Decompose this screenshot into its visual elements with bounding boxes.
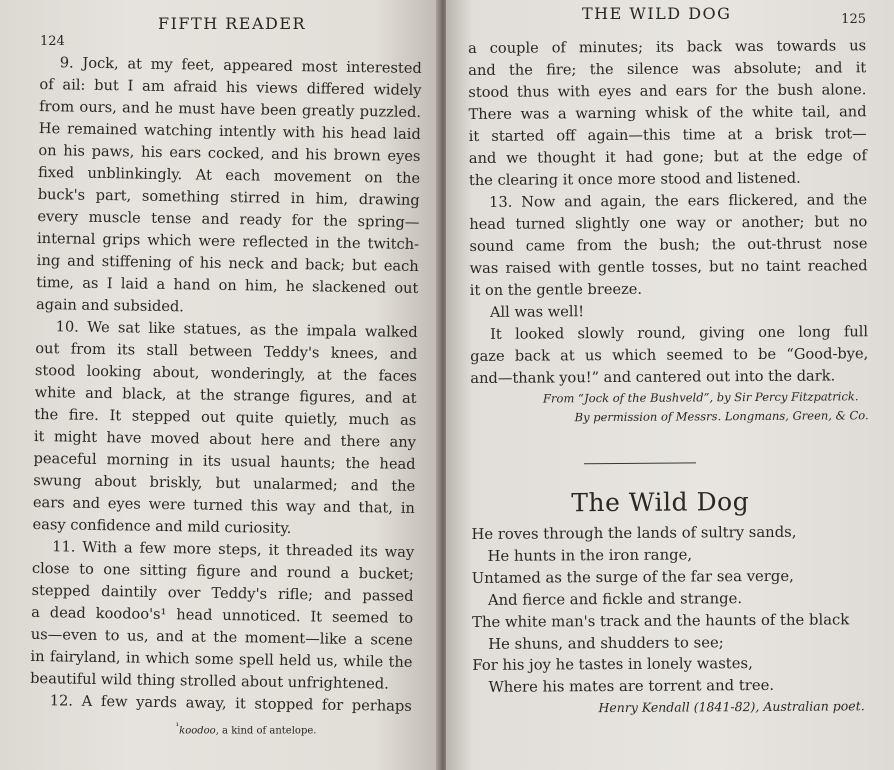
text-line: 9. Jock, at my feet, appeared most interested bbox=[59, 54, 422, 77]
text-line: the clearing it once more stood and listened. bbox=[468, 169, 801, 189]
left-page-body bbox=[30, 52, 422, 718]
text-line: 11. With a few more steps, it threaded its way bbox=[52, 538, 415, 561]
text-line: All was well! bbox=[489, 303, 585, 321]
source-credit: From “Jock of the Bushveld”, by Sir Percy Fitzpatrick. bbox=[542, 389, 859, 406]
text-line: and we thought it had gone; but at the edge of bbox=[468, 147, 867, 167]
text-line: of ail: but I am afraid his views differed widely bbox=[39, 75, 422, 99]
text-line: head turned slightly one way or another; but no bbox=[469, 213, 868, 233]
poem-line: He shuns, and shudders to see; bbox=[488, 633, 724, 653]
text-line: from ours, and he must have been greatly puzzled. bbox=[39, 97, 422, 121]
text-line: was raised with gentle tosses, but no taint reached bbox=[469, 257, 868, 277]
text-line: it started off again—this time at a brisk trot— bbox=[468, 125, 867, 145]
right-running-head bbox=[468, 4, 866, 38]
text-line: fixed unblinkingly. At each movement on the bbox=[37, 163, 421, 187]
text-line: ing and stiffening of his neck and back; but each bbox=[36, 251, 419, 275]
right-running-title: THE WILD DOG bbox=[582, 4, 732, 23]
text-line: a couple of minutes; its back was towards us bbox=[468, 37, 867, 57]
text-line: beautiful wild thing strolled about unfrightened. bbox=[30, 669, 389, 693]
poem-line: He roves through the lands of sultry sands, bbox=[471, 523, 797, 543]
text-line: 13. Now and again, the ears flickered, and the bbox=[489, 191, 868, 211]
text-line: white and black, at the strange figures, and at bbox=[34, 383, 417, 407]
text-line: in fairyland, in which some spell held us, while the bbox=[30, 647, 413, 671]
text-line: stood looking about, wonderingly, at the faces bbox=[34, 361, 418, 385]
text-line: us—even to us, and at the moment—like a scene bbox=[30, 625, 413, 649]
text-line: on his paws, his ears cocked, and his brown eyes bbox=[38, 141, 421, 165]
permission-credit: By permission of Messrs. Longmans, Green, & Co. bbox=[574, 408, 869, 425]
text-line: There was a warning whisk of the white tail, and bbox=[468, 103, 867, 123]
text-line: stepped daintily over Teddy's rifle; and passed bbox=[31, 581, 414, 605]
text-line: stood thus with eyes and ears for the bush alone. bbox=[468, 81, 867, 101]
footnote bbox=[40, 722, 422, 736]
text-line: ears and eyes were turned this way and that, in bbox=[32, 493, 416, 517]
left-running-title: FIFTH READER bbox=[158, 14, 307, 33]
text-line: easy confidence and mild curiosity. bbox=[32, 515, 292, 538]
poem-line: Where his mates are torrent and tree. bbox=[488, 677, 775, 697]
left-page-number: 124 bbox=[40, 34, 65, 49]
poem-title: The Wild Dog bbox=[571, 487, 750, 518]
right-page-number: 125 bbox=[841, 12, 866, 27]
text-line: close to one sitting figure and round a bucket; bbox=[31, 559, 414, 583]
footnote-definition: , a kind of antelope. bbox=[215, 725, 317, 737]
footnote-mark: ¹ bbox=[175, 722, 180, 732]
poem-line: He hunts in the iron range, bbox=[487, 546, 693, 565]
text-line: it on the gentle breeze. bbox=[469, 280, 643, 299]
text-line: buck's part, something stirred in him, drawing bbox=[37, 185, 420, 209]
text-line: again and subsided. bbox=[35, 295, 185, 316]
text-line: 12. A few yards away, it stopped for perhaps bbox=[49, 692, 412, 715]
right-page-body bbox=[468, 35, 868, 390]
text-line: 10. We sat like statues, as the impala walked bbox=[55, 318, 418, 341]
poem-line: For his joy he tastes in lonely wastes, bbox=[472, 655, 753, 675]
text-line: every muscle tense and ready for the spring— bbox=[37, 207, 420, 231]
text-line: internal grips which were reflected in the twitch- bbox=[36, 229, 420, 253]
text-line: the fire. It stepped out quite quietly, much as bbox=[34, 405, 417, 429]
text-line: It looked slowly round, giving one long full bbox=[490, 323, 869, 343]
text-line: gaze back at us which seemed to be “Good-bye, bbox=[470, 345, 869, 365]
poem-line: The white man's track and the haunts of the black bbox=[472, 610, 850, 631]
text-line: and—thank you!” and cantered out into the dark. bbox=[470, 367, 836, 387]
text-line: time, as I laid a hand on him, he slackened out bbox=[36, 273, 419, 297]
footnote-term: koodoo bbox=[179, 725, 216, 737]
right-page bbox=[446, 0, 894, 770]
text-line: sound came from the bush; the out-thrust nose bbox=[469, 235, 868, 255]
poem-body bbox=[471, 521, 870, 699]
section-divider bbox=[584, 462, 696, 464]
left-page bbox=[0, 0, 440, 770]
right-page-content bbox=[468, 35, 871, 716]
text-line: peaceful morning in its usual haunts; the head bbox=[33, 449, 416, 473]
poem-line: Untamed as the surge of the far sea verge, bbox=[471, 567, 794, 587]
text-line: a dead koodoo's¹ head unnoticed. It seemed to bbox=[31, 603, 414, 627]
text-line: and the fire; the silence was absolute; and it bbox=[468, 59, 867, 79]
poem-author: Henry Kendall (1841-82), Australian poet. bbox=[598, 698, 865, 716]
left-running-head bbox=[40, 14, 422, 48]
text-line: out from its stall between Teddy's knees, and bbox=[35, 339, 418, 363]
text-line: swung about briskly, but unalarmed; and the bbox=[33, 471, 416, 495]
text-line: He remained watching intently with his head laid bbox=[38, 119, 421, 143]
poem-line: And fierce and fickle and strange. bbox=[487, 589, 743, 609]
text-line: it might have moved about here and there any bbox=[33, 427, 417, 451]
